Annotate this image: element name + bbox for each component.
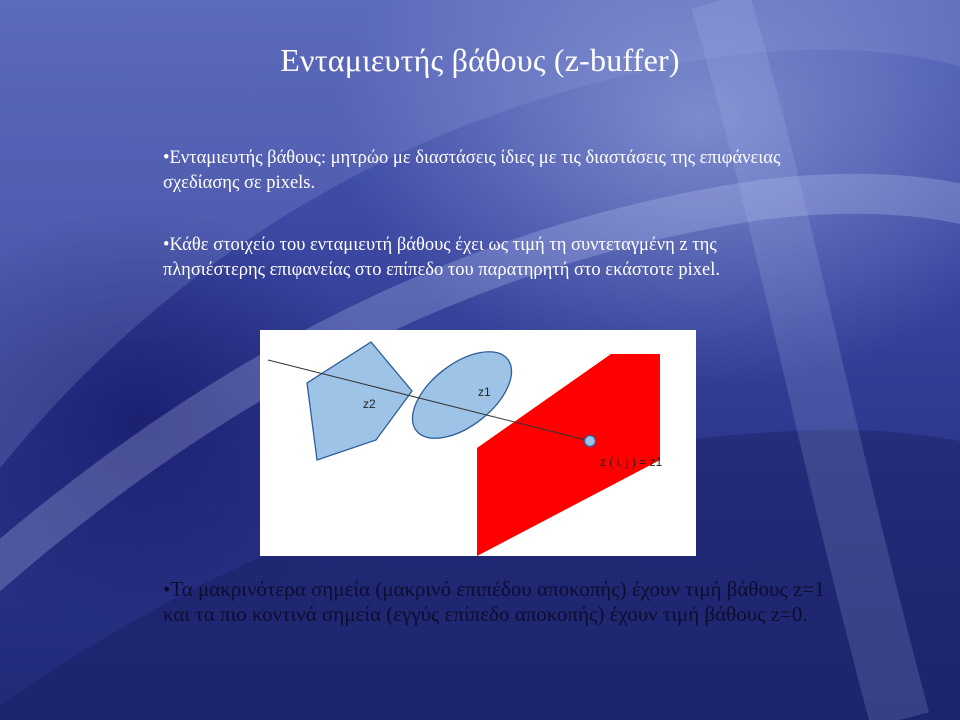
label-z1: z1 [478,385,491,399]
bullet-depth-buffer-definition: •Ενταμιευτής βάθους: μητρώο με διαστάσεις ίδιες με τις διαστάσεις της επιφάνειας σχεδίασης σε pixels. [163,148,781,193]
bullet-depth-buffer-value: •Κάθε στοιχείο του ενταμιευτή βάθους έχει ως τιμή τη συντεταγμένη z της πλησιέστερης επιφανείας στο επίπεδο του παρατηρητή στο εκάστοτε pixel. [163,235,721,280]
bullet-depth-range: •Τα μακρινότερα σημεία (μακρινό επιπέδου αποκοπής) έχουν τιμή βάθους z=1 και τα πιο κοντινά σημεία (εγγύς επίπεδο αποκοπής) έχουν τιμή βάθους z=0. [163,577,825,626]
slide-title: Ενταμιευτής βάθους (z-buffer) [280,42,680,78]
z-buffer-diagram [260,330,696,556]
label-z2: z2 [363,397,376,411]
pentagon-shape [307,342,412,460]
label-z-result: z ( i, j ) = z1 [600,455,663,469]
pixel-point [585,436,596,447]
